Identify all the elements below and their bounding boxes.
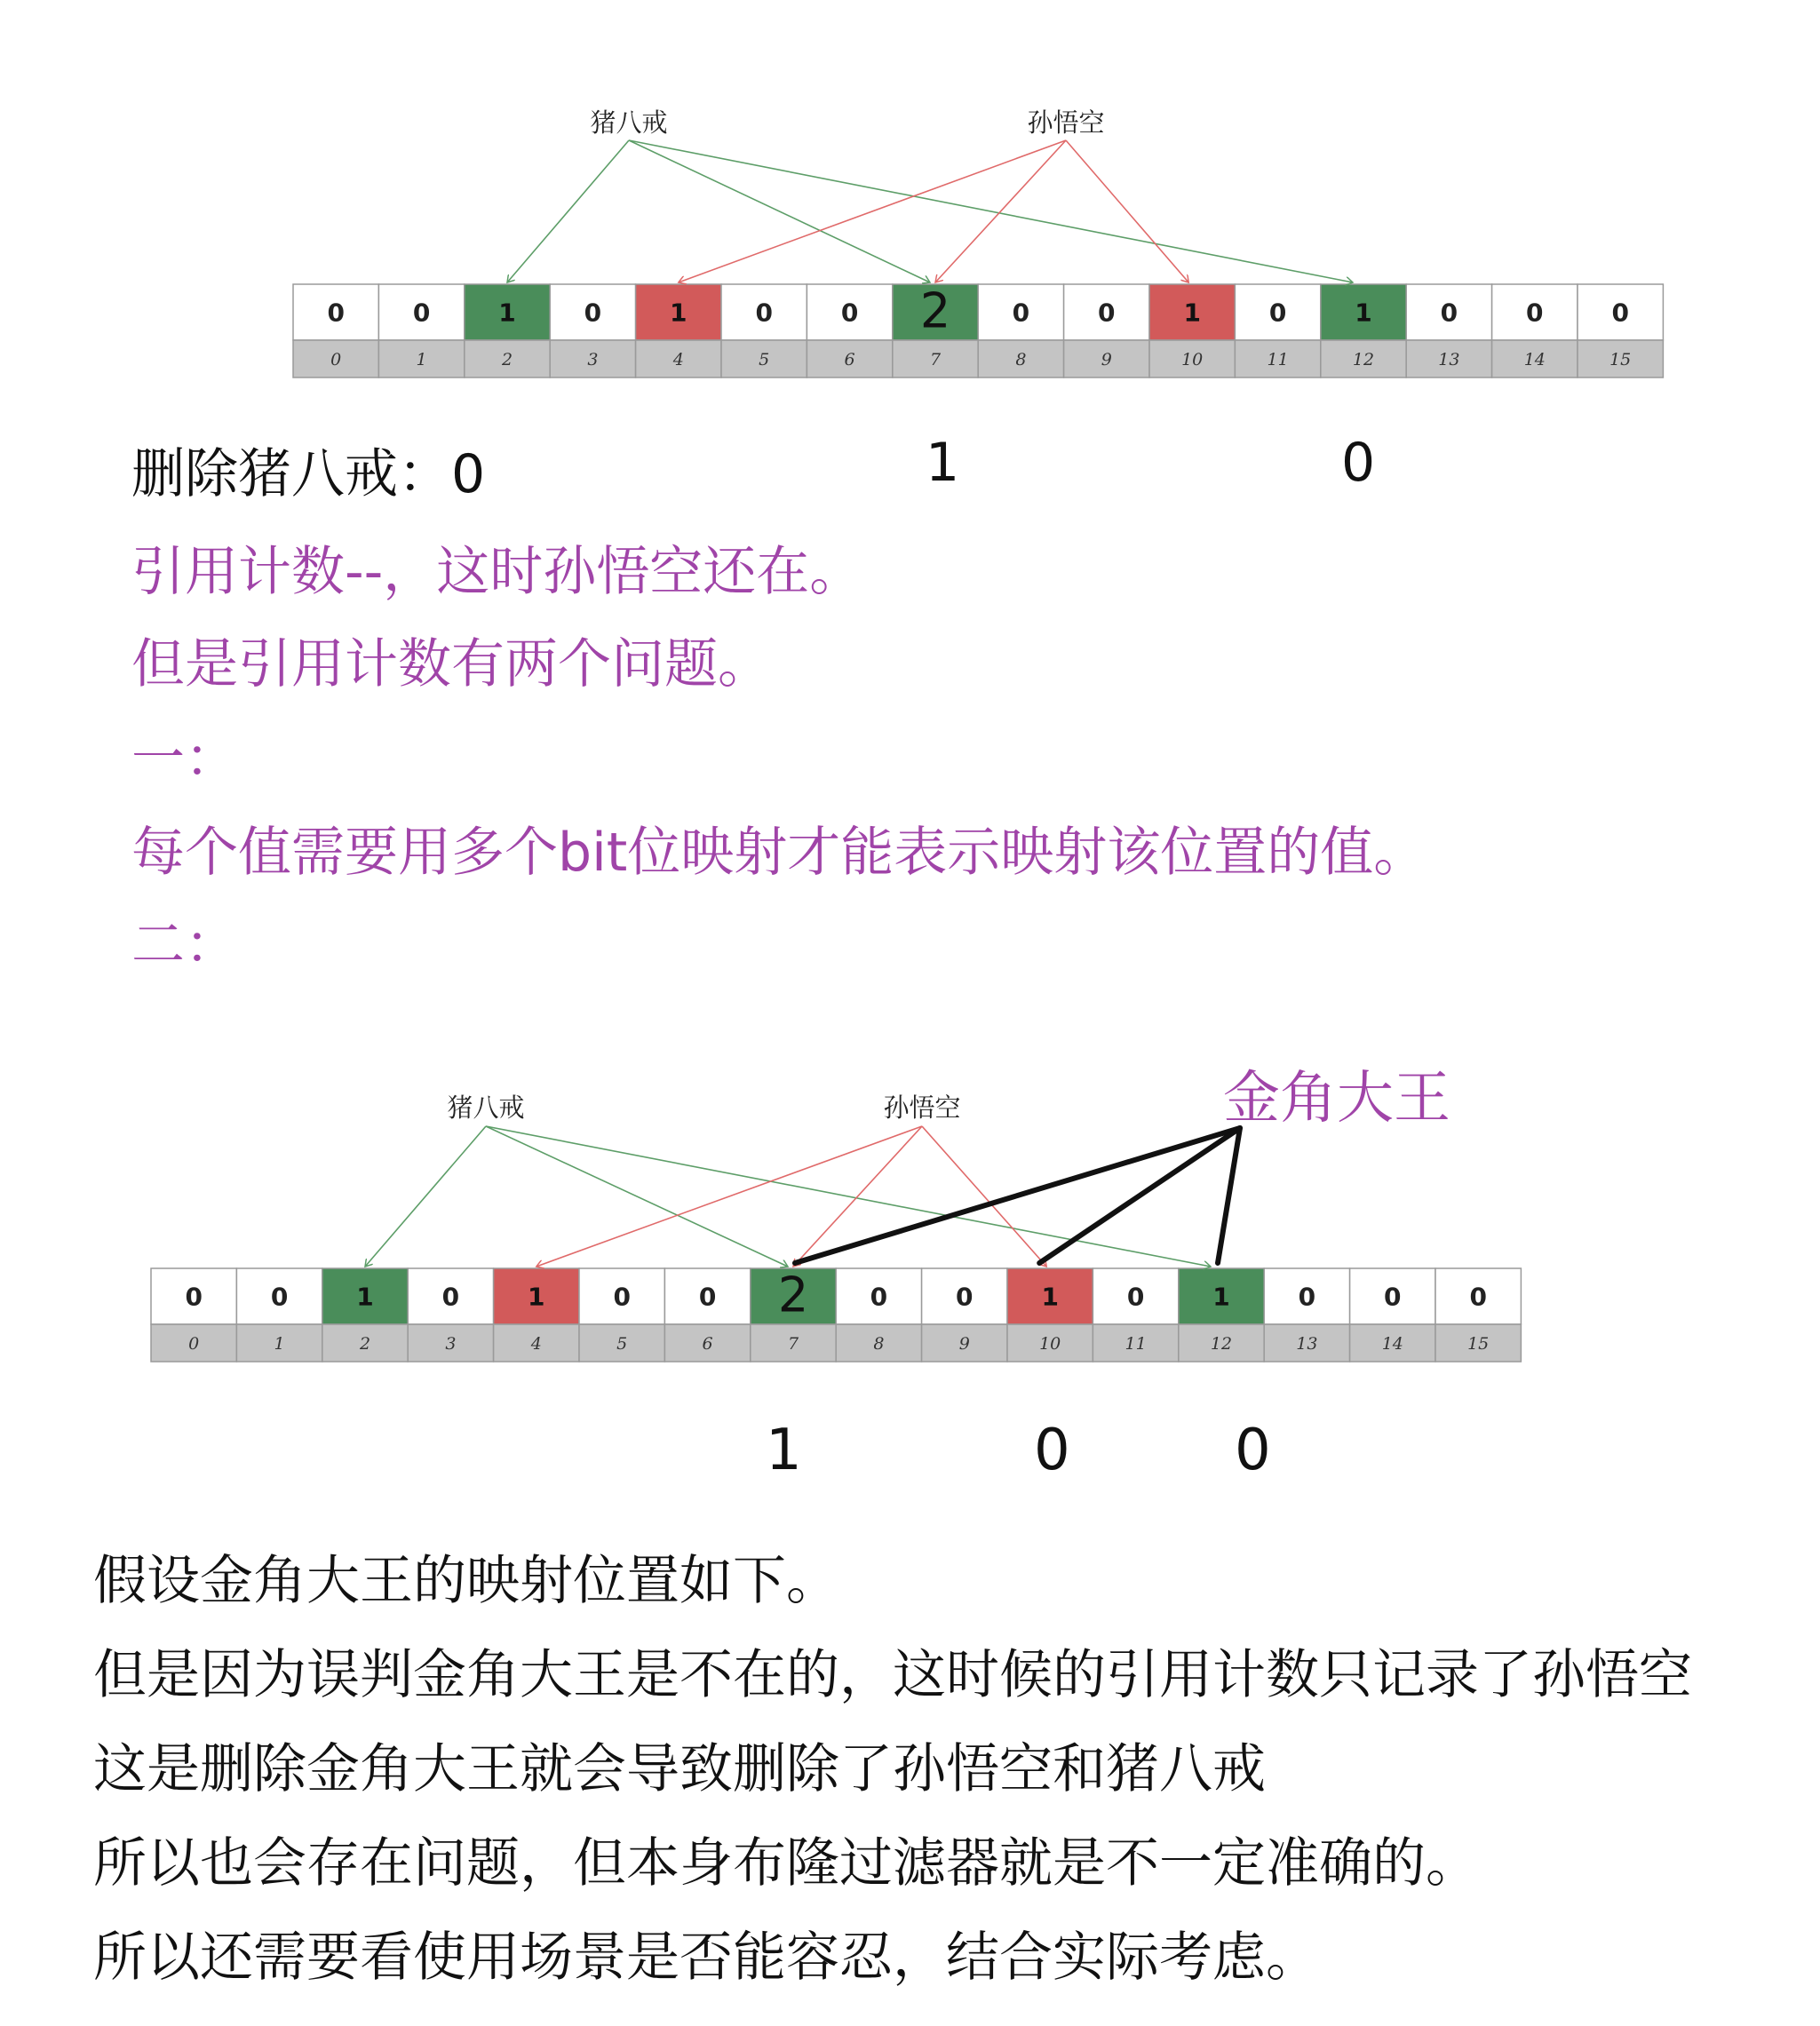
bit-value: 1 bbox=[528, 1282, 545, 1312]
index-label: 4 bbox=[672, 350, 684, 369]
label-sunwukong-2: 孙悟空 bbox=[883, 1092, 961, 1123]
bit-value: 0 bbox=[870, 1282, 888, 1312]
mapping-arrow bbox=[935, 140, 1066, 282]
bit-value: 0 bbox=[840, 298, 859, 328]
index-label: 11 bbox=[1125, 1334, 1147, 1354]
index-label: 0 bbox=[330, 350, 342, 369]
index-label: 8 bbox=[1015, 350, 1027, 369]
problem-one-label: 一： bbox=[131, 727, 238, 790]
index-label: 2 bbox=[359, 1334, 371, 1354]
delete-value-mid: 1 bbox=[926, 432, 960, 494]
bit-value: 0 bbox=[1611, 298, 1629, 328]
index-label: 11 bbox=[1267, 350, 1289, 369]
bit-value: 1 bbox=[670, 298, 687, 328]
bit-value: 0 bbox=[1526, 298, 1544, 328]
bitarray-diagram-1 bbox=[293, 107, 1663, 377]
index-label: 9 bbox=[958, 1334, 970, 1354]
bit-value: 0 bbox=[956, 1282, 974, 1312]
bit-value: 0 bbox=[1268, 298, 1287, 328]
bit-value: 0 bbox=[412, 298, 431, 328]
para-line-2: 但是因为误判金角大王是不在的，这时候的引用计数只记录了孙悟空 bbox=[93, 1644, 1692, 1706]
bit-value: 1 bbox=[1041, 1282, 1059, 1312]
index-label: 6 bbox=[702, 1334, 713, 1354]
bit-value: 0 bbox=[584, 298, 602, 328]
mapping-arrow bbox=[922, 1126, 1046, 1267]
index-label: 8 bbox=[873, 1334, 885, 1354]
bit-value: 0 bbox=[1098, 298, 1116, 328]
index-label: 13 bbox=[1296, 1334, 1318, 1354]
bit-value: 0 bbox=[270, 1282, 289, 1312]
para-line-1: 假设金角大王的映射位置如下。 bbox=[93, 1550, 839, 1612]
index-label: 12 bbox=[1352, 350, 1375, 369]
index-label: 5 bbox=[616, 1334, 628, 1354]
index-label: 3 bbox=[445, 1334, 457, 1354]
index-label: 14 bbox=[1523, 350, 1546, 369]
label-jinjiao: 金角大王 bbox=[1223, 1066, 1450, 1132]
index-label: 1 bbox=[274, 1334, 285, 1354]
bit-value: 0 bbox=[327, 298, 345, 328]
index-label: 14 bbox=[1381, 1334, 1403, 1354]
refcount-line: 引用计数--，这时孙悟空还在。 bbox=[131, 541, 863, 603]
bit-value: 0 bbox=[441, 1282, 460, 1312]
bit-value: 1 bbox=[1355, 298, 1372, 328]
index-label: 2 bbox=[501, 350, 513, 369]
index-label: 15 bbox=[1609, 350, 1632, 369]
bit-value: 0 bbox=[755, 298, 773, 328]
bit-value: 0 bbox=[185, 1282, 203, 1312]
below-value-2: 0 bbox=[1034, 1418, 1070, 1483]
bit-value: 0 bbox=[1384, 1282, 1402, 1312]
handdrawn-line bbox=[1039, 1128, 1240, 1263]
index-label: 13 bbox=[1438, 350, 1460, 369]
bit-value: 0 bbox=[698, 1282, 717, 1312]
bit-value: 2 bbox=[777, 1267, 809, 1323]
below-value-3: 0 bbox=[1235, 1418, 1271, 1483]
label-sunwukong: 孙悟空 bbox=[1027, 107, 1105, 138]
below-value-1: 1 bbox=[766, 1418, 802, 1483]
bit-value: 2 bbox=[919, 282, 951, 339]
bit-value: 1 bbox=[356, 1282, 374, 1312]
index-label: 3 bbox=[587, 350, 599, 369]
index-label: 6 bbox=[844, 350, 855, 369]
index-label: 5 bbox=[759, 350, 770, 369]
two-problems-line: 但是引用计数有两个问题。 bbox=[131, 633, 771, 695]
handdrawn-line bbox=[1218, 1128, 1240, 1263]
index-label: 9 bbox=[1101, 350, 1112, 369]
bit-value: 0 bbox=[1126, 1282, 1145, 1312]
bit-value: 0 bbox=[1469, 1282, 1487, 1312]
index-label: 10 bbox=[1039, 1334, 1061, 1354]
multi-bit-line: 每个值需要用多个bit位映射才能表示映射该位置的值。 bbox=[131, 822, 1427, 884]
bit-value: 0 bbox=[1298, 1282, 1316, 1312]
mapping-arrow bbox=[507, 140, 629, 282]
delete-zhubajie-label: 删除猪八戒：0 bbox=[131, 443, 486, 505]
index-label: 7 bbox=[787, 1334, 799, 1354]
problem-two-label: 二： bbox=[131, 914, 238, 976]
bit-value: 0 bbox=[1012, 298, 1030, 328]
mapping-arrow bbox=[629, 140, 930, 282]
bitarray-diagram-2 bbox=[151, 1066, 1521, 1362]
index-label: 0 bbox=[188, 1334, 200, 1354]
para-line-4: 所以也会存在问题，但本身布隆过滤器就是不一定准确的。 bbox=[93, 1832, 1479, 1895]
index-label: 15 bbox=[1467, 1334, 1490, 1354]
delete-value-right: 0 bbox=[1341, 432, 1376, 494]
bit-value: 1 bbox=[1183, 298, 1201, 328]
mapping-arrow bbox=[486, 1126, 788, 1267]
bit-value: 0 bbox=[613, 1282, 631, 1312]
para-line-3: 这是删除金角大王就会导致删除了孙悟空和猪八戒 bbox=[93, 1738, 1266, 1800]
bit-value: 1 bbox=[1212, 1282, 1230, 1312]
mapping-arrow bbox=[365, 1126, 486, 1267]
label-zhubajie: 猪八戒 bbox=[590, 107, 668, 138]
index-label: 10 bbox=[1181, 350, 1204, 369]
bit-value: 0 bbox=[1440, 298, 1458, 328]
index-label: 4 bbox=[530, 1334, 542, 1354]
para-line-5: 所以还需要看使用场景是否能容忍，结合实际考虑。 bbox=[93, 1927, 1319, 1989]
index-label: 1 bbox=[416, 350, 427, 369]
index-label: 7 bbox=[929, 350, 942, 369]
mapping-arrow bbox=[1066, 140, 1188, 282]
label-zhubajie-2: 猪八戒 bbox=[447, 1092, 525, 1123]
index-label: 12 bbox=[1210, 1334, 1233, 1354]
bit-value: 1 bbox=[498, 298, 516, 328]
